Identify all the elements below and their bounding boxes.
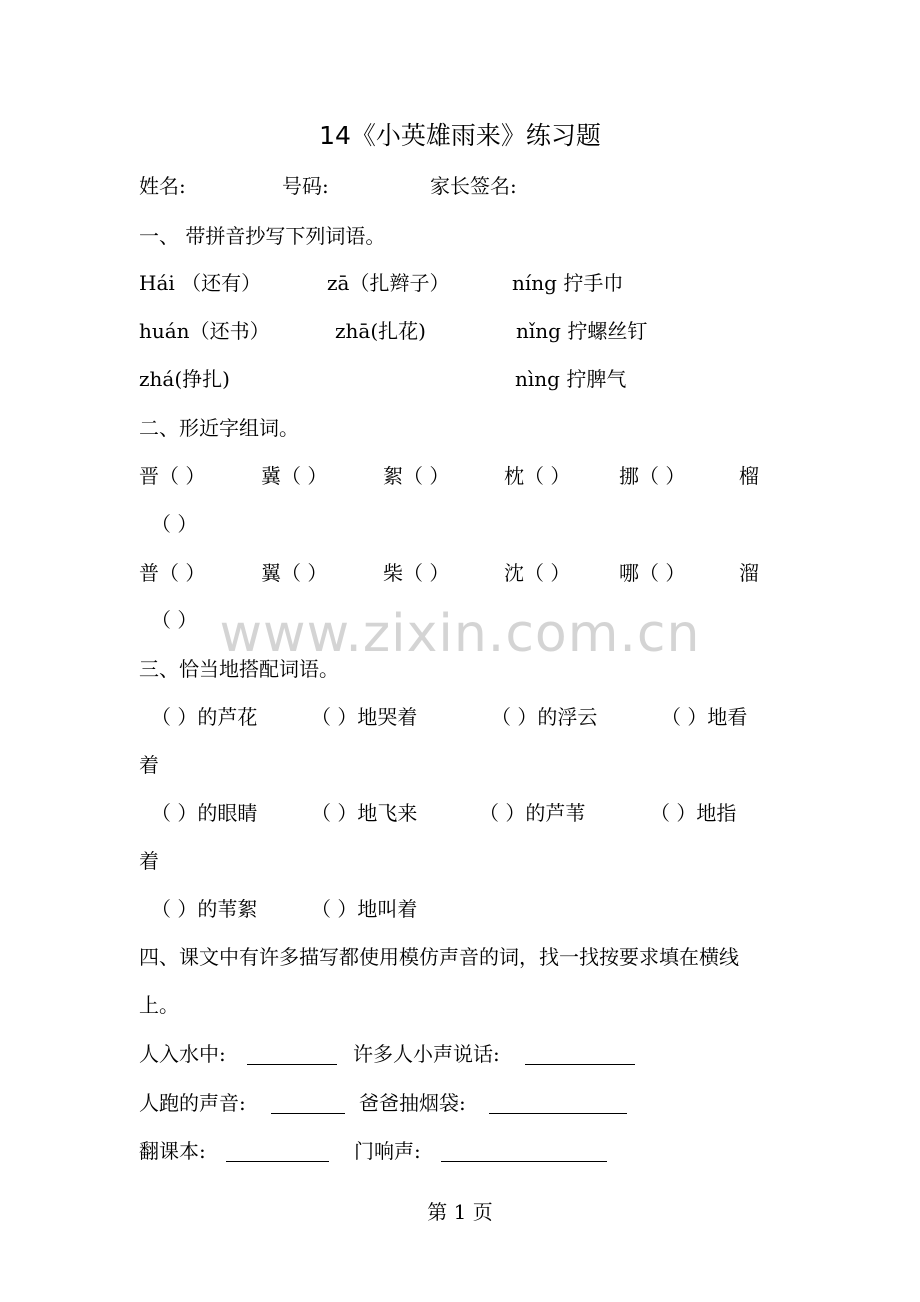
char-item: 枕（ ） [504, 464, 571, 488]
char-item: 絮（ ） [383, 464, 450, 488]
section3-heading: 三、恰当地搭配词语。 [139, 657, 339, 681]
matching-item: （ ）地飞来 [311, 801, 418, 825]
matching-item: （ ）地哭着 [311, 705, 418, 729]
matching-item: （ ）的芦苇 [479, 801, 586, 825]
section1-heading: 一、 带拼音抄写下列词语。 [139, 224, 386, 248]
matching-item: （ ）地指 [650, 801, 737, 825]
pinyin-word: zhá(挣扎) [139, 367, 230, 391]
pinyin-word: nìng 拧脾气 [515, 367, 627, 391]
fill-label: 许多人小声说话: [353, 1042, 500, 1066]
char-item: 挪（ ） [619, 464, 686, 488]
answer-blank[interactable] [226, 1139, 329, 1162]
pinyin-word: Hái （还有） [139, 271, 262, 295]
char-item: 翼（ ） [261, 561, 328, 585]
char-item-wrap: （ ） [151, 512, 198, 536]
name-label: 姓名: [139, 174, 186, 198]
char-item: 榴 [739, 464, 759, 488]
char-item: 溜 [739, 561, 759, 585]
char-item: 晋（ ） [139, 464, 206, 488]
matching-item: （ ）的芦花 [151, 705, 258, 729]
char-item-wrap: （ ） [151, 608, 198, 632]
matching-wrap: 着 [139, 753, 159, 777]
fill-label: 翻课本: [139, 1139, 206, 1163]
page-number: 第 1 页 [427, 1200, 493, 1224]
pinyin-word: zhā(扎花) [335, 319, 426, 343]
matching-item: （ ）地叫着 [311, 897, 418, 921]
section4-heading-cont: 上。 [139, 993, 179, 1017]
section4-heading: 四、课文中有许多描写都使用模仿声音的词，找一找按要求填在横线 [139, 945, 739, 969]
section2-heading: 二、形近字组词。 [139, 416, 299, 440]
char-item: 哪（ ） [619, 561, 686, 585]
pinyin-word: huán（还书） [139, 319, 270, 343]
fill-label: 人跑的声音: [139, 1091, 246, 1115]
watermark: www.zixin.com.cn [219, 604, 701, 664]
fill-label: 人入水中: [139, 1042, 226, 1066]
answer-blank[interactable] [247, 1042, 337, 1065]
char-item: 沈（ ） [504, 561, 571, 585]
fill-label: 门响声: [354, 1139, 421, 1163]
char-item: 柴（ ） [383, 561, 450, 585]
answer-blank[interactable] [525, 1042, 635, 1065]
char-item: 普（ ） [139, 561, 206, 585]
matching-wrap: 着 [139, 849, 159, 873]
pinyin-word: níng 拧手巾 [512, 271, 624, 295]
matching-item: （ ）地看 [661, 705, 748, 729]
fill-label: 爸爸抽烟袋: [359, 1091, 466, 1115]
matching-item: （ ）的浮云 [491, 705, 598, 729]
matching-item: （ ）的眼睛 [151, 801, 258, 825]
answer-blank[interactable] [489, 1091, 627, 1114]
pinyin-word: nǐng 拧螺丝钉 [516, 319, 648, 343]
matching-item: （ ）的苇絮 [151, 897, 258, 921]
answer-blank[interactable] [441, 1139, 607, 1162]
worksheet-title: 14《小英雄雨来》练习题 [319, 121, 601, 150]
parent-signature-label: 家长签名: [430, 174, 517, 198]
number-label: 号码: [282, 174, 329, 198]
answer-blank[interactable] [271, 1091, 345, 1114]
char-item: 冀（ ） [261, 464, 328, 488]
pinyin-word: zā（扎辫子） [327, 271, 450, 295]
